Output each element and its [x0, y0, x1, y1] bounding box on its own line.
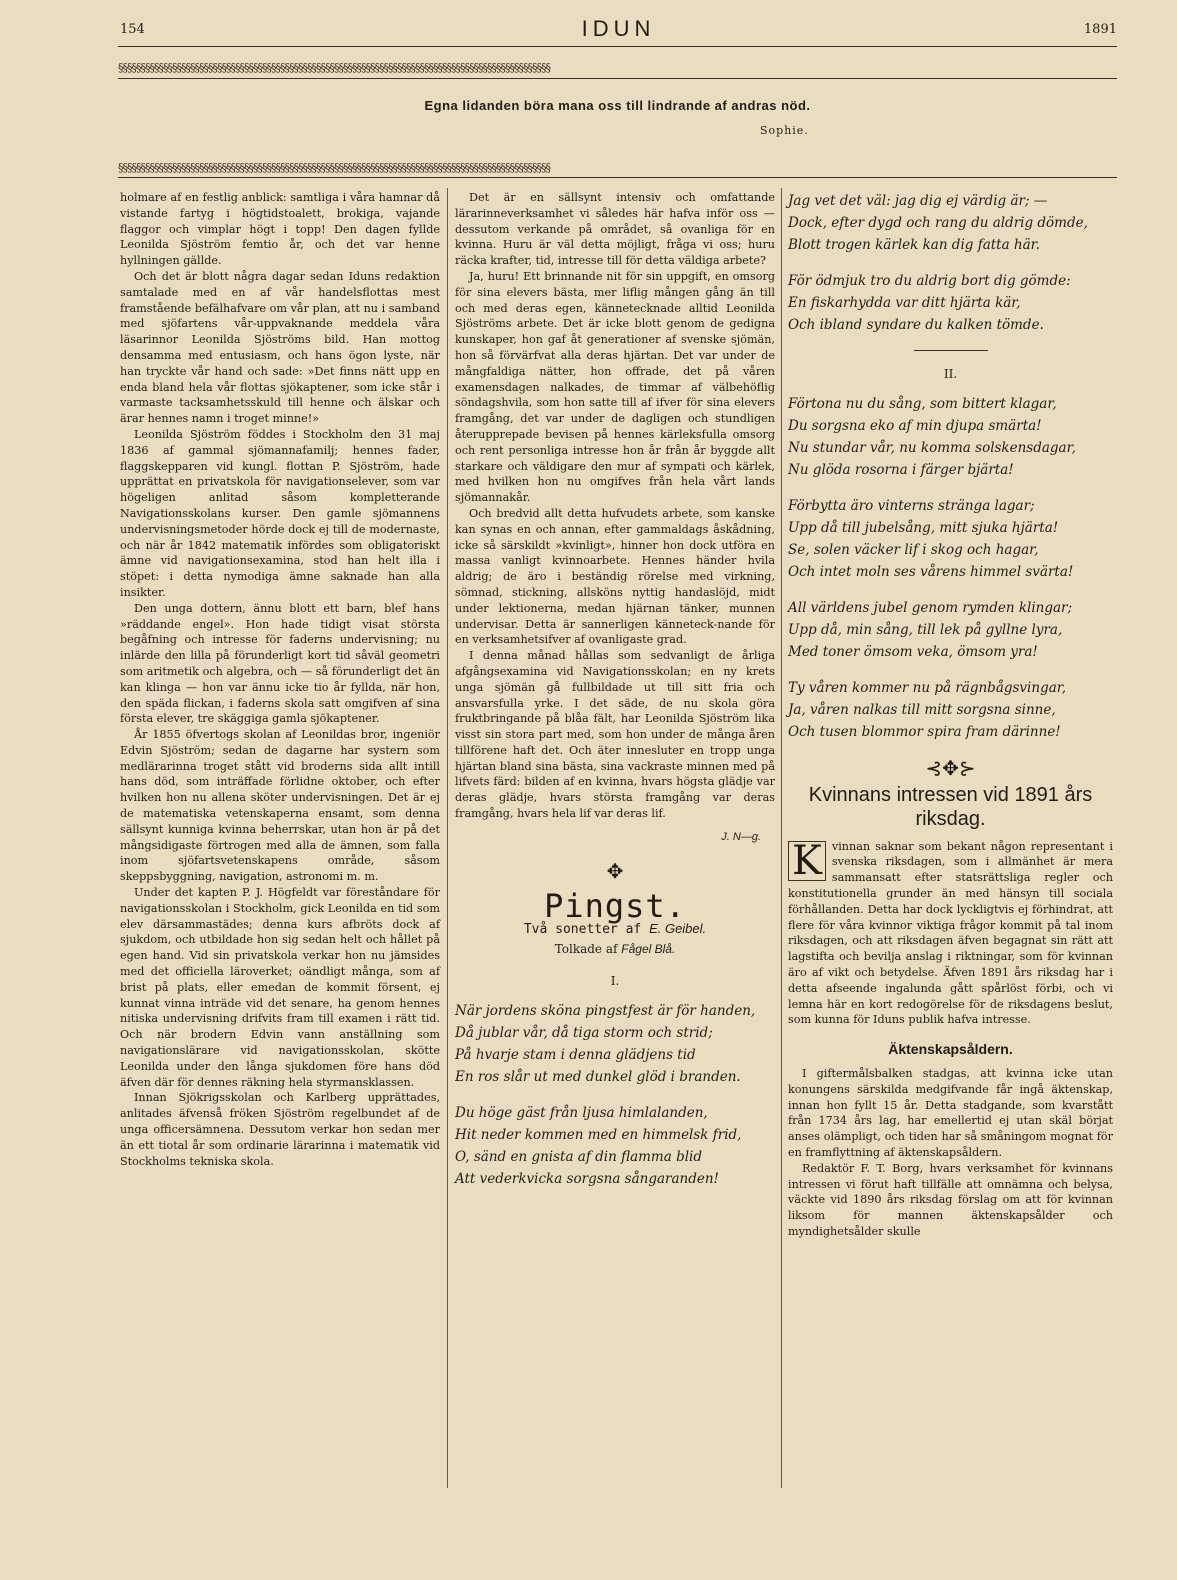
- paragraph: Det är en sällsynt intensiv och omfattande lärarinneverksamhet vi således här hafva inför oss — dessutom verkande på området, så ovanliga för en kvinna. Huru är väl detta möjligt, fråga vi oss; huru räcka krafter, tid, intresse till för detta väldiga arbete?: [455, 191, 775, 268]
- paragraph: År 1855 öfvertogs skolan af Leonildas bror, ingeniör Edvin Sjöström; sedan de dagarne har systern som medlärarinna troget stått vid broderns sida allt intill hans död, som inträffade förlidne oktober, och efter hvilken hon nu allena sköter undervisningen. Det är ej de matematiska vetenskaperna ensamt, som denna sällsynt kunniga kvinna beherrskar, utan hon är på det mångsidigaste förtrogen med alla de ämnen, som falla inom sjöfartsvetenskapens område, såsom skeppsbyggning, navigation, astronomi m. m.: [120, 728, 440, 884]
- ornament-rule: [118, 78, 1117, 79]
- poem-line: På hvarje stam i denna glädjens tid: [455, 1046, 696, 1063]
- column-3: [788, 190, 1113, 1240]
- year: 1891: [1083, 22, 1117, 37]
- masthead-title: IDUN: [581, 16, 656, 41]
- paragraph: Redaktör F. T. Borg, hvars verksamhet för kvinnans intressen vi förut haft tillfälle att omnämna och belysa, väckte vid 1890 års riksdag förslag om att för kvinnan liksom för mannen äktenskapsålder och myndighetsålder skulle: [788, 1161, 1113, 1238]
- paragraph: Under det kapten P. J. Högfeldt var föreståndare för navigationsskolan i Stockholm, gick Leonilda en tid som elev därsammastädes; denna kurs afbröts dock af sjukdom, och utbildade hon sig sedan helt och hållet på egen hand. Vid sin privatskola verkar hon nu jämsides med det officiella läroverket; oändligt många, som af brist på plats, eller emedan de kommit försent, ej kunnat vinna inträde vid det senare, ha genom hennes nitiska undervisning drifvits fram till examen i rätt tid. Och när brodern Edvin vann anställning som navigationslärare vid navigationsskolan, skötte Leonilda under den långa sjukdomen före hans död äfven där för dennes räkning hela styrmansklassen.: [120, 886, 440, 1089]
- column-1: [120, 190, 440, 1169]
- vine-ornament-icon: ✥: [606, 858, 624, 883]
- translator-prefix: Tolkade af: [554, 942, 618, 957]
- column-2: [455, 190, 775, 1204]
- stanza: [788, 495, 1113, 583]
- poem-line: Blott trogen kärlek kan dig fatta här.: [788, 237, 1040, 253]
- motto: Egna lidanden böra mana oss till lindrande af andras nöd.: [424, 98, 811, 113]
- translator-name: Fågel Blå.: [621, 942, 676, 957]
- subsection-title: Äktenskapsåldern.: [888, 1041, 1013, 1058]
- stanza: [455, 1102, 775, 1190]
- poem-line: Hit neder kommen med en himmelsk frid,: [455, 1126, 742, 1143]
- article-signature: J. N—g.: [721, 830, 761, 843]
- poem-line: Förbytta äro vinterns stränga lagar;: [788, 497, 1035, 514]
- stanza: [788, 270, 1113, 336]
- poem-line: Och tusen blommor spira fram därinne!: [788, 723, 1061, 740]
- poem-line: Förtona nu du sång, som bittert klagar,: [788, 395, 1057, 412]
- sonnet-1-continued: [788, 190, 1113, 336]
- poem-line: Och ibland syndare du kalken tömde.: [788, 317, 1044, 333]
- stanza: [788, 190, 1113, 256]
- poem-line: Du sorgsna eko af min djupa smärta!: [788, 417, 1042, 434]
- stanza: [788, 677, 1113, 743]
- sonnet-numeral: II.: [943, 367, 958, 381]
- divider: [914, 350, 988, 351]
- header-rule: [118, 46, 1117, 47]
- poem-line: All världens jubel genom rymden klingar;: [788, 599, 1073, 616]
- column-divider: [781, 188, 782, 1488]
- poem-line: O, sänd en gnista af din flamma blid: [455, 1148, 702, 1165]
- poem-line: Dock, efter dygd och rang du aldrig dömde,: [788, 215, 1088, 231]
- ornament-rule-bottom: [118, 177, 1117, 178]
- flourish-ornament-icon: ⊰✥⊱: [925, 755, 976, 780]
- poem-line: För ödmjuk tro du aldrig bort dig gömde:: [788, 273, 1071, 289]
- paragraph: Den unga dottern, ännu blott ett barn, blef hans »räddande engel». Hon hade tidigt visat största begåfning och intresse för faderns undervisning; nu inlärde den lilla på förunderligt kort tid såväl geometri som aritmetik och algebra, och — så förunderligt det än kan klinga — hon var ännu icke tio år fyllda, när hon, den späda flickan, i faderns skola satt omgifven af sina första elever, tre skäggiga gamla sjökaptener.: [120, 601, 440, 726]
- poem-line: Med toner ömsom veka, ömsom yra!: [788, 643, 1038, 660]
- poem-line: Ty våren kommer nu på rägnbågsvingar,: [788, 679, 1067, 696]
- sonnet-numeral: I.: [610, 973, 620, 988]
- ornament-border-top: §§§§§§§§§§§§§§§§§§§§§§§§§§§§§§§§§§§§§§§§§§§§§§§§§§§§§§§§§§§§§§§§§§§§§§§§§§§§§§§§§§§§§§§§§§§§§§§§: [118, 62, 550, 74]
- sonnet-1: [455, 1000, 775, 1190]
- article-text: vinnan saknar som bekant någon representant i svenska riksdagen, som i allmänhet är mera sammansatt efter statsrättsliga regler och konstitutionella grunder än med hänsyn till sociala förhållanden. Detta har dock lyckligtvis ej förhindrat, att flere för våra kvinnor viktiga frågor kommit på tal inom riksdagen, och att riksdagen äfven begagnat sin rätt att lagstifta och bevilja anslag i riktningar, som för kvinnan äro af vikt och betydelse. Äfven 1891 års riksdag har i detta afseende ingalunda gått spårlöst förbi, och vi lemna här en kort redogörelse för de riksdagens beslut, som kunna för Iduns publik hafva intresse.: [788, 839, 1113, 1027]
- paragraph: Och bredvid allt detta hufvudets arbete, som kanske kan synas en och annan, efter gammaldags åskådning, icke så särskildt »kvinligt», hinner hon dock utföra en massa vanligt kvinnoarbete. Hennes händer hvila aldrig; de äro i beständig rörelse med virkning, sömnad, stickning, allsköns nyttig handaslöjd, midt under lektionerna, medan hjärnan tänker, munnen undervisar. Detta är sannerligen känneteck-nande för en verksamhetsifver af ovanligaste grad.: [455, 506, 775, 647]
- poem-line: Ja, våren nalkas till mitt sorgsna sinne,: [788, 701, 1056, 718]
- poem-line: Och intet moln ses vårens himmel svärta!: [788, 563, 1074, 580]
- paragraph: Leonilda Sjöström föddes i Stockholm den 31 maj 1836 af gammal sjömannafamilj; hennes fader, flaggskepparen vid kungl. flottan P. Sjöström, hade upprättat en privatskola för navigationselever, som var högeligen anlitad såsom kompletterande Navigationsskolans kurser. Den gamle sjömannens undervisningsmetoder hörde dock ej till de modernaste, och när år 1842 matematik infördes som obligatoriskt ämne vid navigationsexamina, stod han helt illa i stöpet: i detta nymodiga ämne saknade han alla insikter.: [120, 427, 440, 599]
- poem-line: En ros slår ut med dunkel glöd i branden.: [455, 1068, 741, 1085]
- ornament-border-bottom: §§§§§§§§§§§§§§§§§§§§§§§§§§§§§§§§§§§§§§§§§§§§§§§§§§§§§§§§§§§§§§§§§§§§§§§§§§§§§§§§§§§§§§§§§§§§§§§§: [118, 162, 550, 174]
- sonnet-2: [788, 393, 1113, 743]
- subtitle-author: E. Geibel.: [649, 921, 707, 937]
- paragraph: holmare af en festlig anblick: samtliga i våra hamnar då vistande fartyg i högtidstoalett, brokiga, vajande flaggor och vimplar högt i topp! Den dagen fyllde Leonilda Sjöström femtio år, och det var henne hyllningen gällde.: [120, 191, 440, 268]
- stanza: [788, 393, 1113, 481]
- article-paragraph: [788, 839, 1113, 1029]
- poem-line: Att vederkvicka sorgsna sångaranden!: [455, 1170, 719, 1187]
- poem-line: En fiskarhydda var ditt hjärta kär,: [788, 295, 1021, 311]
- paragraph: I denna månad hållas som sedvanligt de årliga afgångsexamina vid Navigationsskolan; en ny krets unga sjömän gå fullbildade ut till sitt fria och ansvarsfulla yrke. I det säde, de nu skola göra fruktbringande på blåa fält, har Leonilda Sjöström lika visst sin stora part med, som hon under de många åren tillförene haft det. Och äter innesluter en tropp unga hjärtan bland sina bästa, sina vackraste minnen med på lifvets färd: bilden af en kvinna, hvars högsta glädje var deras glädje, hvars största framgång var deras framgång, hvars hela lif var deras lif.: [455, 649, 775, 821]
- motto-author: Sophie.: [760, 124, 809, 137]
- poem-line: Upp då till jubelsång, mitt sjuka hjärta!: [788, 519, 1059, 536]
- poem-line: Upp då, min sång, till lek på gyllne lyra,: [788, 621, 1063, 638]
- poem-line: Se, solen väcker lif i skog och hagar,: [788, 541, 1039, 558]
- poem-line: Jag vet det väl: jag dig ej värdig är; —: [788, 193, 1048, 209]
- poem-subtitle: [455, 921, 775, 938]
- paragraph: Innan Sjökrigsskolan och Karlberg upprättades, anlitades äfvenså fröken Sjöström regelbundet af de unga officersämnena. Dessutom verkar hon sedan mer än ett tiotal år som ordinarie lärarinna i matematik vid Stockholms tekniska skola.: [120, 1091, 440, 1168]
- poem-line: Nu glöda rosorna i färger bjärta!: [788, 461, 1014, 478]
- column-divider: [447, 188, 448, 1488]
- paragraph: Och det är blott några dagar sedan Iduns redaktion samtalade med en af vår handelsflottas mest framstående befälhafvare om vår plan, att nu i samband med sjöfartens vår-uppvaknande meddela våra läsarinnor Leonilda Sjöströms bild. Han mottog densamma med entusiasm, och hans ögon lyste, när han tryckte vår hand och sade: »Det finns nätt upp en enda bland hela vår flottas sjökaptener, som icke står i varmaste tacksamhetsskuld till henne och älskar och ärar hennes namn i troget minne!»: [120, 269, 440, 426]
- page-header: [120, 14, 1117, 44]
- stanza: [455, 1000, 775, 1088]
- article-title: Kvinnans intressen vid 1891 års riksdag.: [808, 783, 1093, 830]
- stanza: [788, 597, 1113, 663]
- paragraph: Ja, huru! Ett brinnande nit för sin uppgift, en omsorg för sina elevers bästa, mer liflig mången gång än till och med deras egen, kännetecknade alltid Leonilda Sjöströms arbete. Det är icke blott genom de gedigna kunskaper, hon gaf åt generationer af svenske sjömän, hon så förvärfvat alla deras hjärtan. Det var under de mångfaldiga nätter, hon offrade, det på våren examensdagen nalkades, de timmar af välbehöflig söndagshvila, som hon satte till af ifver för sina elevers framgång, det var under de dagligen och stundligen återupprepade bevisen på hennes kärleksfulla omsorg och rent personliga intresse hon år från år byggde allt starkare och väldigare den mur af sympati och kärlek, med hvilken hon nu omgifves från hela vårt lands sjömannakår.: [455, 269, 775, 505]
- paragraph: I giftermålsbalken stadgas, att kvinna icke utan konungens särskilda medgifvande får ingå äktenskap, innan hon fyllt 15 år. Detta stadgande, som kvarstått från 1734 års lag, har emellertid ej utan skäl börjat anses olämpligt, och tiden har så småningom mognat för en framflyttning af äktenskapsåldern.: [788, 1066, 1113, 1159]
- drop-cap: K: [788, 841, 826, 881]
- page-number: 154: [120, 22, 145, 37]
- poem-line: Du höge gäst från ljusa himlalanden,: [455, 1104, 708, 1121]
- poem-line: Nu stundar vår, nu komma solskensdagar,: [788, 439, 1076, 456]
- poem-line: Då jublar vår, då tiga storm och strid;: [455, 1024, 713, 1041]
- poem-line: När jordens sköna pingstfest är för handen,: [455, 1002, 756, 1019]
- poem-title: Pingst.: [544, 887, 686, 926]
- poem-translator: [455, 942, 775, 958]
- subtitle-prefix: Två sonetter af: [523, 922, 642, 938]
